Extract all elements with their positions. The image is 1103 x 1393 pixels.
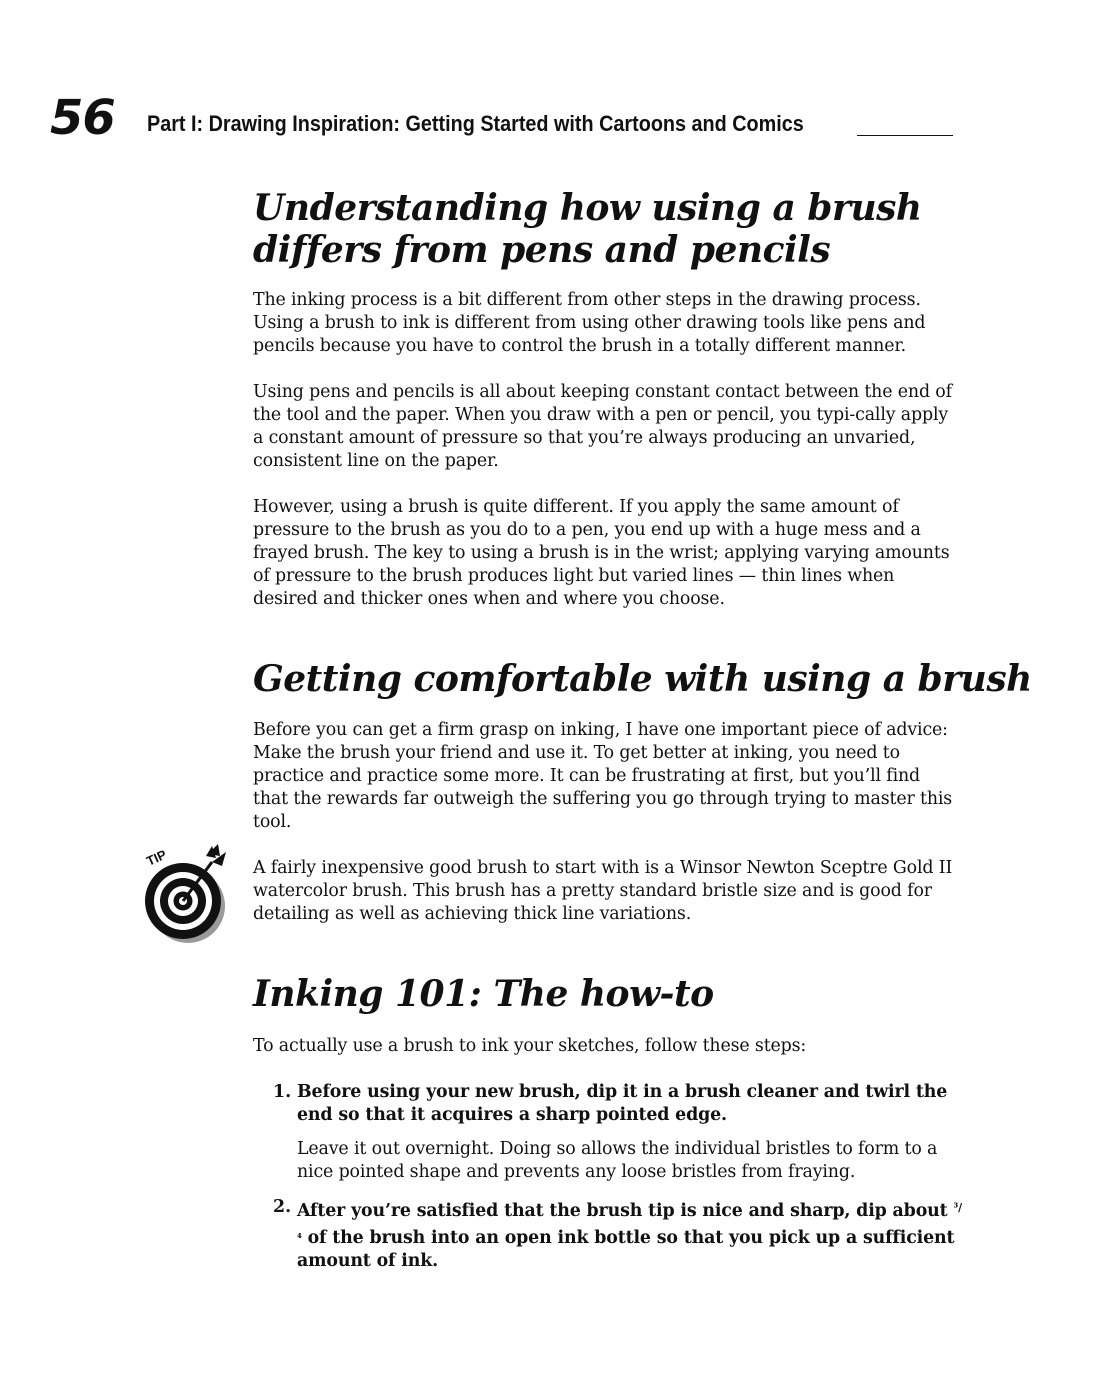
- heading-line-1: Understanding how using a brush: [253, 187, 922, 229]
- paragraph-pens-and-pencils: Using pens and pencils is all about keeping constant contact between the end of the tool and the paper. When you draw with a pen or pencil, you typi-cally apply a constant amount of pressure so that you’re always producing an unvaried, consistent line on the paper.: [253, 382, 952, 471]
- tip-target-icon: [140, 842, 232, 946]
- section-heading-brush-vs-pens: [253, 187, 922, 271]
- section-heading-inking-101: Inking 101: The how-to: [253, 973, 714, 1015]
- page-number: 56: [50, 90, 115, 146]
- paragraph-steps-intro: To actually use a brush to ink your sketches, follow these steps:: [253, 1036, 807, 1056]
- tip-paragraph: A fairly inexpensive good brush to start with is a Winsor Newton Sceptre Gold II watercolor brush. This brush has a pretty standard bristle size and is good for detailing as well as achieving thick line variations.: [253, 858, 953, 924]
- paragraph-brush-different: However, using a brush is quite different. If you apply the same amount of pressure to the brush as you do to a pen, you end up with a huge mess and a frayed brush. The key to using a brush is in the wrist; applying varying amounts of pressure to the brush produces light but varied lines — thin lines when desired and thicker ones when and where you choose.: [253, 497, 950, 609]
- paragraph-inking-process: The inking process is a bit different from other steps in the drawing process. Using a brush to ink is different from using other drawing tools like pens and pencils because you have to control the brush in a totally different manner.: [253, 290, 926, 356]
- tip-label: TIP: [144, 846, 169, 869]
- step-instruction: [297, 1196, 962, 1273]
- step-instruction: Before using your new brush, dip it in a brush cleaner and twirl the end so that it acquires a sharp pointed edge.: [297, 1082, 948, 1125]
- step-instruction-part-2: of the brush into an open ink bottle so that you pick up a sufficient amount of ink.: [297, 1228, 955, 1271]
- running-head: Part I: Drawing Inspiration: Getting Started with Cartoons and Comics: [147, 111, 804, 136]
- step-explanation: Leave it out overnight. Doing so allows the individual bristles to form to a nice pointed shape and prevents any loose bristles from fraying.: [297, 1139, 938, 1182]
- step-number: 2.: [273, 1197, 292, 1217]
- heading-line-2: differs from pens and pencils: [253, 229, 831, 271]
- header-rule: [857, 135, 953, 136]
- paragraph-brush-friend: Before you can get a firm grasp on inking, I have one important piece of advice: Make the brush your friend and use it. To get better at inking, you need to practice and practice some more. It can be frustrating at first, but you’ll find that the rewards far outweigh the suffering you go through trying to master this tool.: [253, 720, 953, 832]
- step-number: 1.: [273, 1082, 292, 1102]
- fraction-three-quarters: ³/₄: [297, 1201, 962, 1241]
- section-heading-comfortable: Getting comfortable with using a brush: [253, 658, 1032, 700]
- step-instruction-part-1: After you’re satisfied that the brush tip is nice and sharp, dip about: [297, 1201, 948, 1221]
